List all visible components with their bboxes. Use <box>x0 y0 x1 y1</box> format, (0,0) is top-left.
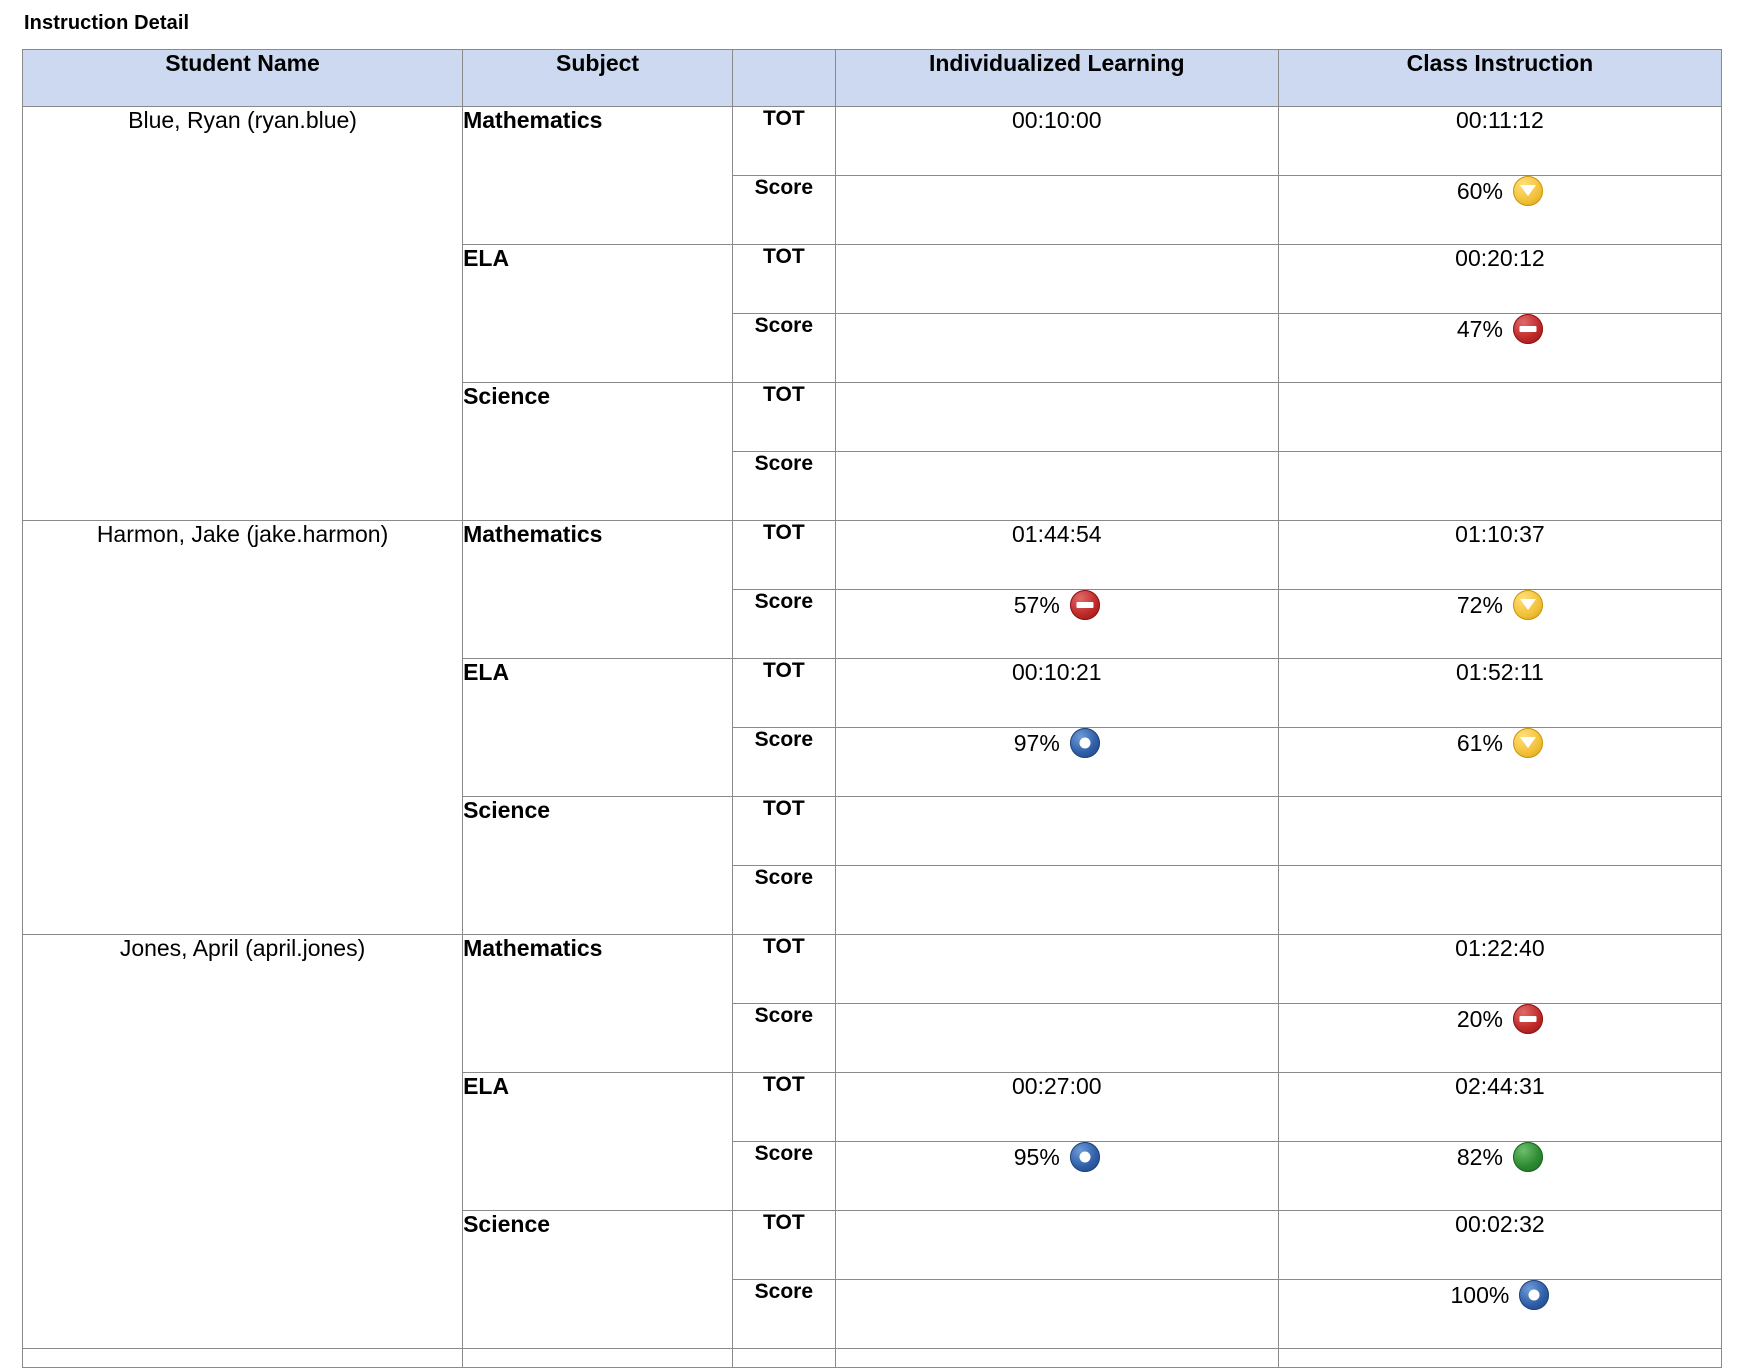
table-header <box>23 50 1722 107</box>
duration-value: 00:20:12 <box>1455 245 1545 271</box>
value-wrapper <box>1455 937 1545 960</box>
column-header-subject: Subject <box>463 50 733 107</box>
subject-cell: Science <box>463 383 733 521</box>
subject-cell: ELA <box>463 245 733 383</box>
metric-label-tot: TOT <box>733 383 836 452</box>
table-row <box>23 107 1722 176</box>
class-instruction-score-cell <box>1278 866 1721 935</box>
metric-label-score: Score <box>733 1142 836 1211</box>
metric-label-score: Score <box>733 314 836 383</box>
score-value: 100% <box>1450 1281 1510 1308</box>
duration-value: 01:52:11 <box>1456 659 1544 685</box>
class-instruction-tot-cell <box>1278 383 1721 452</box>
column-header-class-instruction: Class Instruction <box>1278 50 1721 107</box>
duration-value: 00:02:32 <box>1455 1211 1545 1237</box>
metric-label-cell <box>733 1349 836 1368</box>
blue-ring-indicator-icon <box>1519 1280 1549 1310</box>
score-value: 47% <box>1456 315 1503 342</box>
value-wrapper <box>1455 247 1545 270</box>
metric-label-tot: TOT <box>733 659 836 728</box>
score-value: 97% <box>1013 729 1060 756</box>
duration-value: 00:10:21 <box>1012 659 1102 685</box>
student-name-cell <box>23 1349 463 1368</box>
class-instruction-tot-cell <box>1278 245 1721 314</box>
metric-label-score: Score <box>733 1004 836 1073</box>
metric-label-tot: TOT <box>733 797 836 866</box>
value-wrapper <box>1451 1280 1550 1310</box>
metric-label-score: Score <box>733 1280 836 1349</box>
red-bar-indicator-icon <box>1513 314 1543 344</box>
metric-label-tot: TOT <box>733 935 836 1004</box>
header-row <box>23 50 1722 107</box>
subject-cell: ELA <box>463 1073 733 1211</box>
class-instruction-score-cell <box>1278 452 1721 521</box>
metric-label-tot: TOT <box>733 107 836 176</box>
score-value: 95% <box>1013 1143 1060 1170</box>
green-circle-indicator-icon <box>1513 1142 1543 1172</box>
value-wrapper <box>1456 109 1544 132</box>
class-instruction-score-cell <box>1278 1142 1721 1211</box>
individualized-learning-score-cell <box>835 1142 1278 1211</box>
page-title: Instruction Detail <box>24 12 190 34</box>
individualized-learning-tot-cell <box>835 797 1278 866</box>
subject-cell: Science <box>463 797 733 935</box>
individualized-learning-score-cell <box>835 590 1278 659</box>
value-wrapper <box>1457 1004 1543 1034</box>
table-row <box>23 521 1722 590</box>
individualized-learning-score-cell <box>835 314 1278 383</box>
score-value: 61% <box>1456 729 1503 756</box>
class-instruction-tot-cell <box>1278 107 1721 176</box>
value-wrapper <box>1457 176 1543 206</box>
value-wrapper <box>1455 1213 1545 1236</box>
subject-cell: Science <box>463 1211 733 1349</box>
value-wrapper <box>1012 1075 1102 1098</box>
individualized-learning-tot-cell <box>835 383 1278 452</box>
class-instruction-tot-cell <box>1278 1211 1721 1280</box>
class-instruction-score-cell <box>1278 590 1721 659</box>
metric-label-score: Score <box>733 452 836 521</box>
metric-label-score: Score <box>733 590 836 659</box>
individualized-learning-score-cell <box>835 1004 1278 1073</box>
subject-cell: Mathematics <box>463 935 733 1073</box>
value-wrapper <box>1456 661 1544 684</box>
individualized-learning-tot-cell <box>835 521 1278 590</box>
individualized-learning-tot-cell <box>835 107 1278 176</box>
table-row <box>23 935 1722 1004</box>
class-instruction-tot-cell <box>1278 797 1721 866</box>
student-name-cell: Jones, April (april.jones) <box>23 935 463 1349</box>
individualized-learning-tot-cell <box>835 1211 1278 1280</box>
class-instruction-score-cell <box>1278 1280 1721 1349</box>
metric-label-tot: TOT <box>733 521 836 590</box>
value-wrapper <box>1457 590 1543 620</box>
score-value: 20% <box>1456 1005 1503 1032</box>
value-wrapper <box>1457 1142 1543 1172</box>
metric-label-tot: TOT <box>733 245 836 314</box>
individualized-learning-cell <box>835 1349 1278 1368</box>
individualized-learning-score-cell <box>835 1280 1278 1349</box>
duration-value: 01:44:54 <box>1012 521 1102 547</box>
individualized-learning-score-cell <box>835 452 1278 521</box>
value-wrapper <box>1457 728 1543 758</box>
table-row-partial <box>23 1349 1722 1368</box>
student-name-cell: Blue, Ryan (ryan.blue) <box>23 107 463 521</box>
subject-cell <box>463 1349 733 1368</box>
subject-cell: ELA <box>463 659 733 797</box>
metric-label-score: Score <box>733 866 836 935</box>
value-wrapper <box>1455 1075 1545 1098</box>
class-instruction-score-cell <box>1278 1004 1721 1073</box>
duration-value: 02:44:31 <box>1455 1073 1545 1099</box>
metric-label-score: Score <box>733 176 836 245</box>
blue-ring-indicator-icon <box>1070 728 1100 758</box>
student-name-cell: Harmon, Jake (jake.harmon) <box>23 521 463 935</box>
score-value: 57% <box>1013 591 1060 618</box>
duration-value: 00:27:00 <box>1012 1073 1102 1099</box>
column-header-individualized-learning: Individualized Learning <box>835 50 1278 107</box>
value-wrapper <box>1012 661 1102 684</box>
class-instruction-tot-cell <box>1278 659 1721 728</box>
individualized-learning-score-cell <box>835 176 1278 245</box>
class-instruction-tot-cell <box>1278 935 1721 1004</box>
red-bar-indicator-icon <box>1513 1004 1543 1034</box>
individualized-learning-tot-cell <box>835 659 1278 728</box>
value-wrapper <box>1014 590 1100 620</box>
metric-label-tot: TOT <box>733 1211 836 1280</box>
class-instruction-cell <box>1278 1349 1721 1368</box>
duration-value: 01:10:37 <box>1455 521 1545 547</box>
red-bar-indicator-icon <box>1070 590 1100 620</box>
individualized-learning-tot-cell <box>835 245 1278 314</box>
value-wrapper <box>1014 728 1100 758</box>
duration-value: 00:10:00 <box>1012 107 1102 133</box>
value-wrapper <box>1012 523 1102 546</box>
class-instruction-score-cell <box>1278 176 1721 245</box>
metric-label-score: Score <box>733 728 836 797</box>
subject-cell: Mathematics <box>463 107 733 245</box>
class-instruction-tot-cell <box>1278 1073 1721 1142</box>
class-instruction-score-cell <box>1278 728 1721 797</box>
individualized-learning-tot-cell <box>835 935 1278 1004</box>
individualized-learning-tot-cell <box>835 1073 1278 1142</box>
subject-cell: Mathematics <box>463 521 733 659</box>
value-wrapper <box>1455 523 1545 546</box>
class-instruction-tot-cell <box>1278 521 1721 590</box>
value-wrapper <box>1014 1142 1100 1172</box>
duration-value: 01:22:40 <box>1455 935 1545 961</box>
value-wrapper <box>1012 109 1102 132</box>
yellow-triangle-indicator-icon <box>1513 728 1543 758</box>
instruction-detail-table <box>22 49 1722 1368</box>
yellow-triangle-indicator-icon <box>1513 176 1543 206</box>
individualized-learning-score-cell <box>835 728 1278 797</box>
score-value: 72% <box>1456 591 1503 618</box>
individualized-learning-score-cell <box>835 866 1278 935</box>
column-header-metric <box>733 50 836 107</box>
yellow-triangle-indicator-icon <box>1513 590 1543 620</box>
duration-value: 00:11:12 <box>1456 107 1544 133</box>
class-instruction-score-cell <box>1278 314 1721 383</box>
table-body <box>23 107 1722 1368</box>
score-value: 82% <box>1456 1143 1503 1170</box>
value-wrapper <box>1457 314 1543 344</box>
blue-ring-indicator-icon <box>1070 1142 1100 1172</box>
score-value: 60% <box>1456 177 1503 204</box>
metric-label-tot: TOT <box>733 1073 836 1142</box>
column-header-student-name: Student Name <box>23 50 463 107</box>
